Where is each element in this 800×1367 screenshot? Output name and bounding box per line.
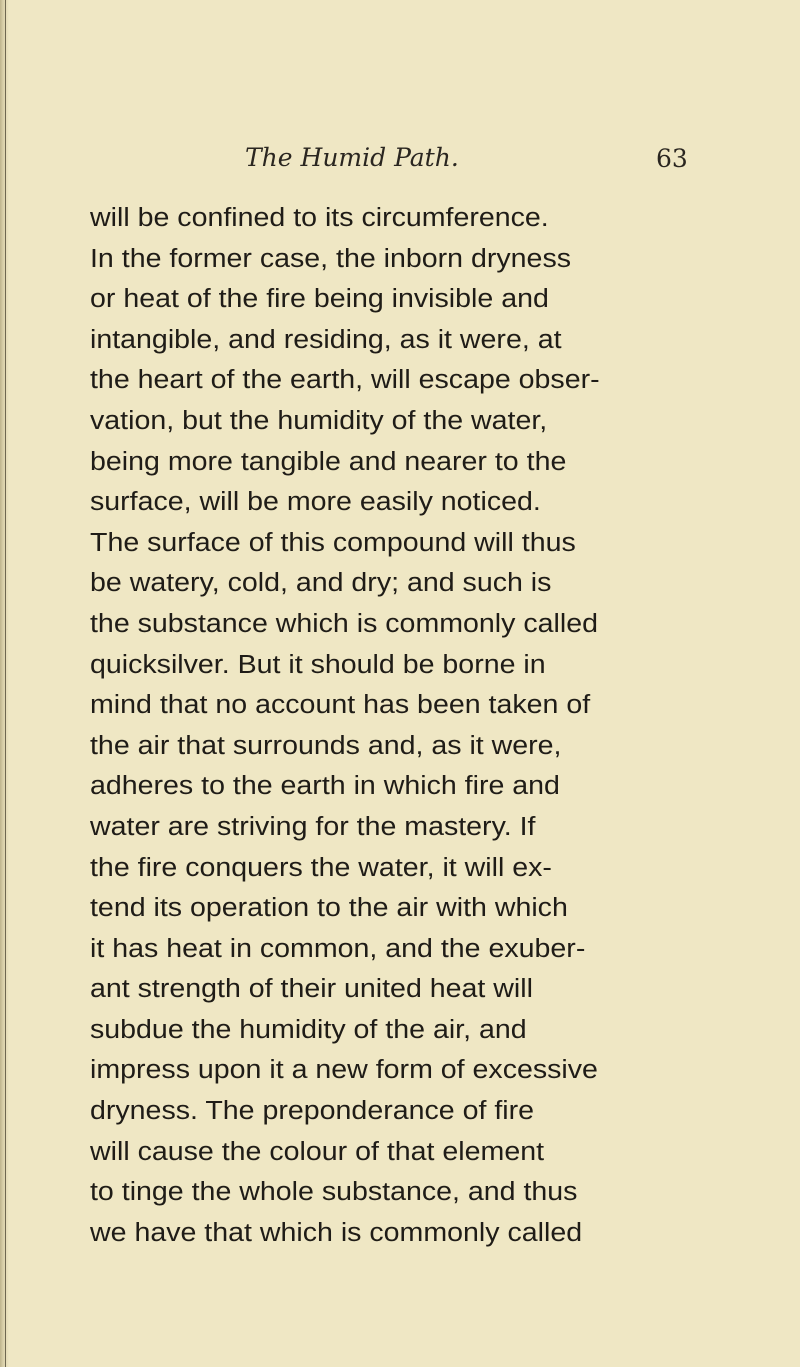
- page-number: 63: [656, 144, 688, 173]
- binding-line: [5, 0, 6, 1367]
- running-head: [0, 143, 800, 183]
- book-page: The Humid Path. 63 will be confined to its circumference. In the former case, the inborn dryness or heat of the fire being invisible and intangible, and residing, as it were, at the heart of the earth, will escape obser- vation, but the humidity of the water, being more tangible and nearer to the surface, will be more easily noticed. The surface of this compound will thus be watery, cold, and dry; and such is the substance which is commonly called quicksilver. But it should be borne in mind that no account has been taken of the air that surrounds and, as it were, adheres to the earth in which fire and water are striving for the mastery. If the fire conquers the water, it will ex- tend its operation to the air with which it has heat in common, and the exuber- ant strength of their united heat will subdue the humidity of the air, and impress upon it a new form of excessive dryness. The preponderance of fire will cause the colour of that element to tinge the whole substance, and thus we have that which is commonly called: [0, 0, 800, 1367]
- running-head-title: The Humid Path.: [245, 143, 459, 172]
